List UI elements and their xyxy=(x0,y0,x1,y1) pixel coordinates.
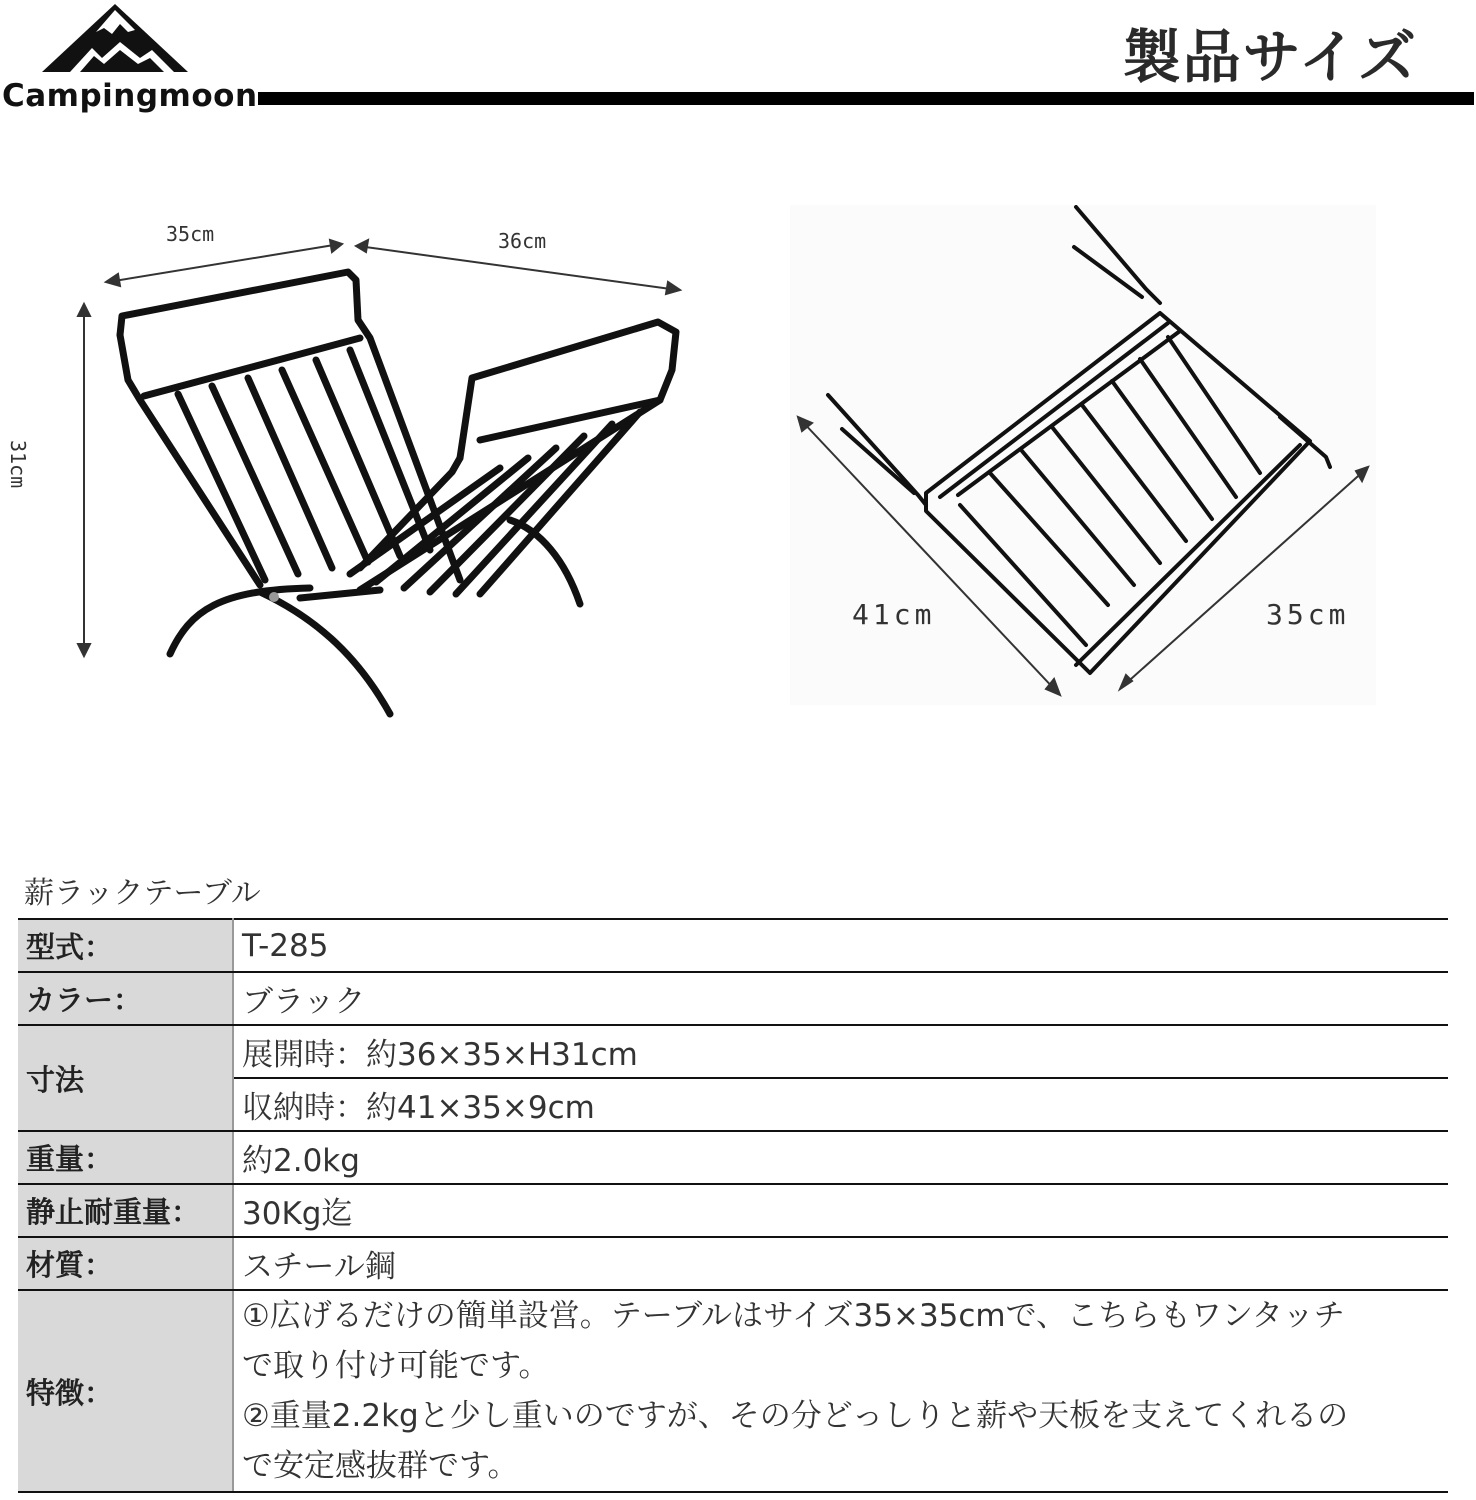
spec-label-load: 静止耐重量： xyxy=(18,1184,233,1237)
table-row xyxy=(18,1078,1448,1131)
spec-label-model: 型式： xyxy=(18,919,233,972)
table-row xyxy=(18,1025,1448,1078)
spec-label-dimensions: 寸法 xyxy=(18,1025,233,1131)
spec-label-material: 材質： xyxy=(18,1237,233,1290)
brand-name: Campingmoon xyxy=(2,78,258,114)
brand-logo xyxy=(0,0,258,118)
open-depth-label: 36cm xyxy=(498,229,547,253)
folded-length-label: 41cm xyxy=(852,598,936,631)
spec-value-model: T-285 xyxy=(233,919,1448,972)
spec-value-material: スチール鋼 xyxy=(233,1237,1448,1290)
table-row xyxy=(18,919,1448,972)
feature-line: ①広げるだけの簡単設営。テーブルはサイズ35×35cmで、こちらもワンタッチ xyxy=(242,1298,1345,1334)
spec-label-features: 特徴： xyxy=(18,1290,233,1492)
spec-value-dimensions-open: 展開時：約36×35×H31cm xyxy=(233,1025,1448,1078)
mountain-icon xyxy=(40,2,190,78)
spec-value-color: ブラック xyxy=(233,972,1448,1025)
spec-value-weight: 約2.0kg xyxy=(233,1131,1448,1184)
feature-line: で取り付け可能です。 xyxy=(242,1348,550,1384)
spec-value-features xyxy=(233,1290,1448,1492)
table-row xyxy=(18,1290,1448,1492)
feature-line: ②重量2.2kgと少し重いのですが、その分どっしりと薪や天板を支えてくれるの xyxy=(242,1398,1349,1434)
open-height-label: 31cm xyxy=(6,440,30,489)
feature-line: で安定感抜群です。 xyxy=(242,1448,519,1484)
spec-table xyxy=(18,918,1448,1493)
table-row xyxy=(18,1184,1448,1237)
page-title: 製品サイズ xyxy=(1122,23,1418,91)
open-rack-drawing xyxy=(60,210,700,730)
folded-width-label: 35cm xyxy=(1266,598,1350,631)
open-width-label: 35cm xyxy=(166,222,215,246)
spec-label-color: カラー： xyxy=(18,972,233,1025)
header-divider xyxy=(258,92,1474,105)
table-row xyxy=(18,972,1448,1025)
spec-value-load: 30Kg迄 xyxy=(233,1184,1448,1237)
spec-label-weight: 重量： xyxy=(18,1131,233,1184)
table-row xyxy=(18,1237,1448,1290)
spec-value-dimensions-folded: 収納時：約41×35×9cm xyxy=(233,1078,1448,1131)
table-row xyxy=(18,1131,1448,1184)
spec-caption: 薪ラックテーブル xyxy=(24,876,261,911)
